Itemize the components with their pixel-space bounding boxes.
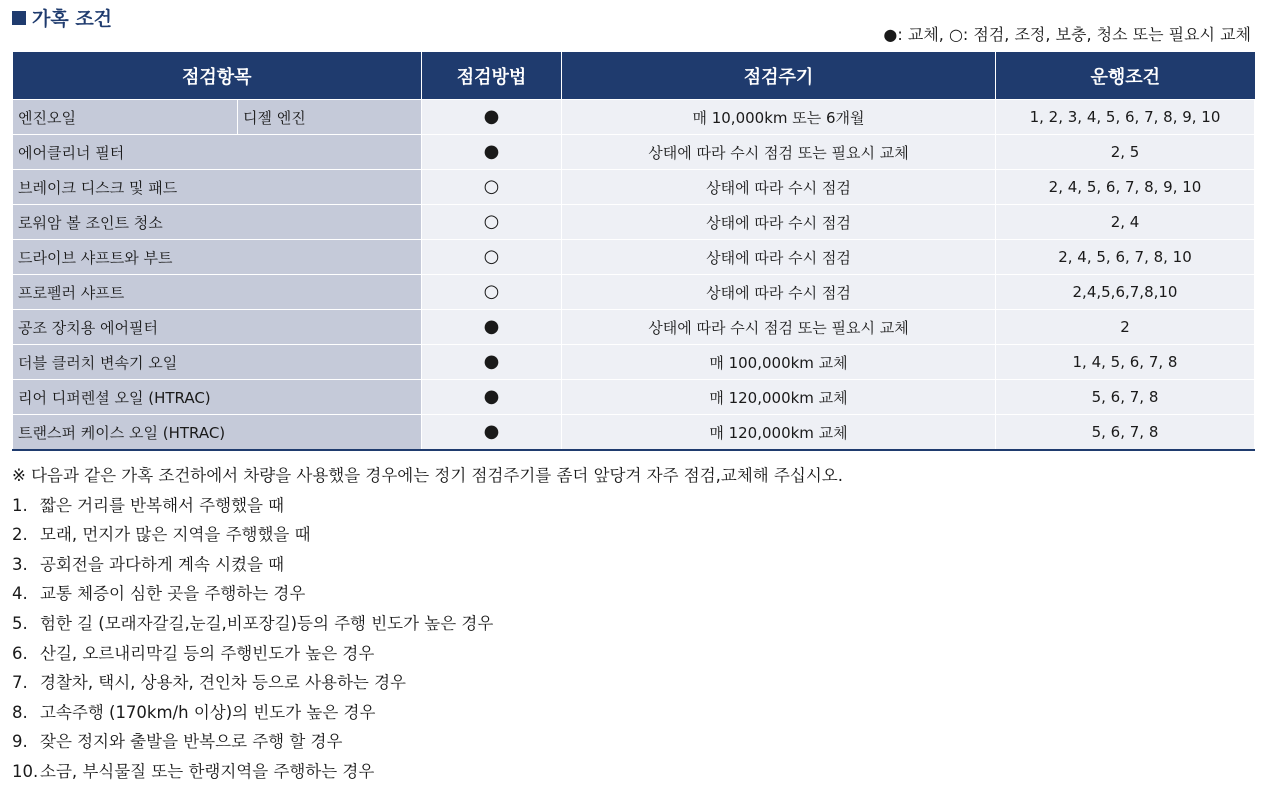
conditions-cell: 1, 2, 3, 4, 5, 6, 7, 8, 9, 10 xyxy=(996,100,1255,135)
list-item xyxy=(12,668,843,698)
period-cell: 상태에 따라 수시 점검 xyxy=(562,240,996,275)
list-text: 잦은 정지와 출발을 반복으로 주행 할 경우 xyxy=(40,732,343,752)
notes-intro: ※ 다음과 같은 가혹 조건하에서 차량을 사용했을 경우에는 정기 점검주기를 좀더 앞당겨 자주 점검,교체해 주십시오. xyxy=(12,466,843,485)
list-number: 5. xyxy=(12,613,28,633)
list-item xyxy=(12,609,843,639)
list-text: 소금, 부식물질 또는 한랭지역을 주행하는 경우 xyxy=(40,761,375,781)
method-cell xyxy=(422,170,562,205)
method-cell xyxy=(422,240,562,275)
method-cell xyxy=(422,135,562,170)
column-header-item: 점검항목 xyxy=(13,52,422,100)
column-header-conditions: 운행조건 xyxy=(996,52,1255,100)
item-sub-cell: 디젤 엔진 xyxy=(238,100,422,135)
conditions-cell: 2 xyxy=(996,310,1255,345)
conditions-cell: 2, 5 xyxy=(996,135,1255,170)
period-cell: 상태에 따라 수시 점검 xyxy=(562,205,996,240)
list-item xyxy=(12,757,843,787)
filled-circle-icon: ● xyxy=(483,316,500,337)
list-number: 1. xyxy=(12,495,28,515)
conditions-cell: 2, 4 xyxy=(996,205,1255,240)
table-row xyxy=(13,100,1255,135)
notes-section xyxy=(12,461,843,787)
open-circle-icon: ○ xyxy=(483,176,500,197)
conditions-cell: 2, 4, 5, 6, 7, 8, 9, 10 xyxy=(996,170,1255,205)
period-cell: 상태에 따라 수시 점검 또는 필요시 교체 xyxy=(562,135,996,170)
list-number: 3. xyxy=(12,554,28,574)
period-cell: 매 10,000km 또는 6개월 xyxy=(562,100,996,135)
list-item xyxy=(12,491,843,521)
item-cell: 브레이크 디스크 및 패드 xyxy=(13,170,422,205)
item-cell: 드라이브 샤프트와 부트 xyxy=(13,240,422,275)
list-text: 모래, 먼지가 많은 지역을 주행했을 때 xyxy=(40,525,311,545)
table-row xyxy=(13,415,1255,451)
period-cell: 상태에 따라 수시 점검 xyxy=(562,275,996,310)
filled-circle-icon: ● xyxy=(483,106,500,127)
item-cell: 공조 장치용 에어필터 xyxy=(13,310,422,345)
page-title: 가혹 조건 xyxy=(32,8,113,30)
conditions-cell: 5, 6, 7, 8 xyxy=(996,415,1255,451)
table-row xyxy=(13,310,1255,345)
square-bullet-icon xyxy=(12,11,26,25)
method-cell xyxy=(422,415,562,451)
list-text: 고속주행 (170km/h 이상)의 빈도가 높은 경우 xyxy=(40,702,376,722)
table-row xyxy=(13,240,1255,275)
table-header-row xyxy=(13,52,1255,100)
method-cell xyxy=(422,345,562,380)
period-cell: 상태에 따라 수시 점검 또는 필요시 교체 xyxy=(562,310,996,345)
open-circle-icon: ○ xyxy=(483,211,500,232)
list-text: 교통 체증이 심한 곳을 주행하는 경우 xyxy=(40,584,306,604)
list-number: 2. xyxy=(12,525,28,545)
item-cell: 리어 디퍼렌셜 오일 (HTRAC) xyxy=(13,380,422,415)
table-row xyxy=(13,380,1255,415)
item-cell: 로워암 볼 조인트 청소 xyxy=(13,205,422,240)
item-cell: 엔진오일 xyxy=(13,100,238,135)
list-text: 공회전을 과다하게 계속 시켰을 때 xyxy=(40,554,285,574)
list-text: 경찰차, 택시, 상용차, 견인차 등으로 사용하는 경우 xyxy=(40,673,406,693)
period-cell: 매 100,000km 교체 xyxy=(562,345,996,380)
section-heading xyxy=(12,4,112,31)
item-cell: 트랜스퍼 케이스 오일 (HTRAC) xyxy=(13,415,422,451)
list-number: 7. xyxy=(12,673,28,693)
method-cell xyxy=(422,275,562,310)
method-cell xyxy=(422,205,562,240)
list-item xyxy=(12,579,843,609)
maintenance-table xyxy=(12,52,1255,451)
list-item xyxy=(12,698,843,728)
table-row xyxy=(13,345,1255,380)
period-cell: 매 120,000km 교체 xyxy=(562,380,996,415)
table-row xyxy=(13,275,1255,310)
list-number: 9. xyxy=(12,732,28,752)
item-cell: 에어클리너 필터 xyxy=(13,135,422,170)
conditions-cell: 2,4,5,6,7,8,10 xyxy=(996,275,1255,310)
column-header-method: 점검방법 xyxy=(422,52,562,100)
list-item xyxy=(12,639,843,669)
list-item xyxy=(12,727,843,757)
table-row xyxy=(13,135,1255,170)
method-cell xyxy=(422,100,562,135)
filled-circle-icon: ● xyxy=(483,386,500,407)
conditions-cell: 2, 4, 5, 6, 7, 8, 10 xyxy=(996,240,1255,275)
filled-circle-icon: ● xyxy=(483,351,500,372)
open-circle-icon: ○ xyxy=(483,246,500,267)
column-header-period: 점검주기 xyxy=(562,52,996,100)
conditions-cell: 1, 4, 5, 6, 7, 8 xyxy=(996,345,1255,380)
period-cell: 상태에 따라 수시 점검 xyxy=(562,170,996,205)
period-cell: 매 120,000km 교체 xyxy=(562,415,996,451)
list-item xyxy=(12,520,843,550)
conditions-cell: 5, 6, 7, 8 xyxy=(996,380,1255,415)
table-row xyxy=(13,170,1255,205)
item-cell: 더블 클러치 변속기 오일 xyxy=(13,345,422,380)
method-cell xyxy=(422,380,562,415)
legend: ●: 교체, ○: 점검, 조정, 보충, 청소 또는 필요시 교체 xyxy=(883,25,1251,44)
list-text: 짧은 거리를 반복해서 주행했을 때 xyxy=(40,495,285,515)
list-number: 10. xyxy=(12,761,39,781)
list-number: 8. xyxy=(12,702,28,722)
filled-circle-icon: ● xyxy=(483,141,500,162)
list-text: 험한 길 (모래자갈길,눈길,비포장길)등의 주행 빈도가 높은 경우 xyxy=(40,613,494,633)
list-number: 6. xyxy=(12,643,28,663)
method-cell xyxy=(422,310,562,345)
open-circle-icon: ○ xyxy=(483,281,500,302)
filled-circle-icon: ● xyxy=(483,421,500,442)
list-item xyxy=(12,550,843,580)
item-cell: 프로펠러 샤프트 xyxy=(13,275,422,310)
list-number: 4. xyxy=(12,584,28,604)
list-text: 산길, 오르내리막길 등의 주행빈도가 높은 경우 xyxy=(40,643,375,663)
table-row xyxy=(13,205,1255,240)
